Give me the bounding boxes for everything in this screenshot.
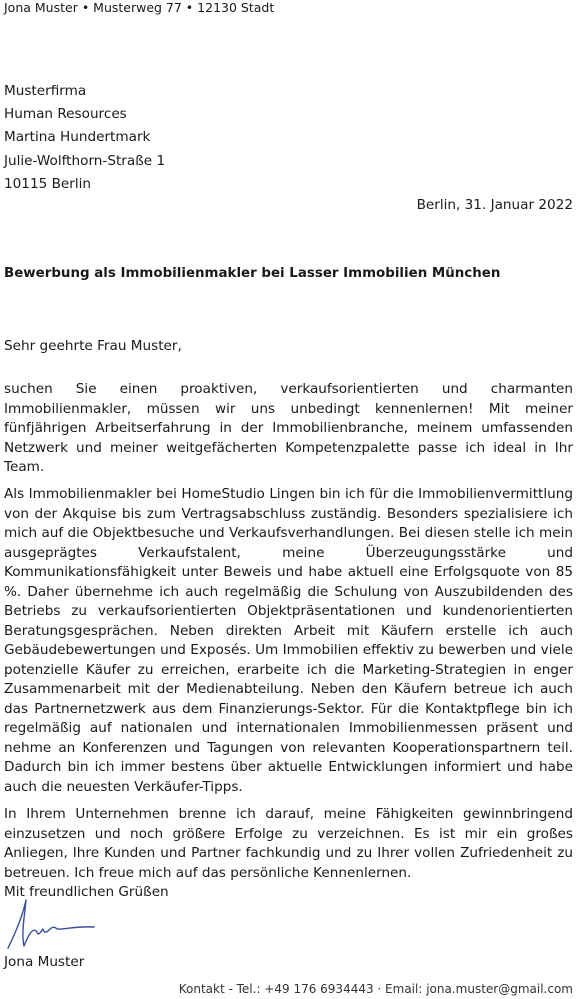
- recipient-department: Human Resources: [4, 106, 127, 123]
- signer-name: Jona Muster: [4, 954, 85, 970]
- body-paragraph-intro: suchen Sie einen proaktiven, verkaufsorientierten und charmanten Immobilienmakler, müssen wir uns unbedingt kennenlernen! Mit meiner fünfjährigen Arbeitserfahrung in der Immobilienbranche, meinem umfassenden Netzwerk und meiner weitgefächerten Kompetenzpalette passe ich ideal in Ihr Team.: [4, 381, 573, 475]
- letter-subject: Bewerbung als Immobilienmakler bei Lasser Immobilien München: [4, 266, 501, 281]
- recipient-contact-name: Martina Hundertmark: [4, 129, 151, 146]
- contact-footer: Kontakt - Tel.: +49 176 6934443 · Email: jona.muster@gmail.com: [178, 982, 573, 996]
- salutation: Sehr geehrte Frau Muster,: [4, 338, 182, 354]
- recipient-city: 10115 Berlin: [4, 175, 92, 192]
- sender-address-line: Jona Muster • Musterweg 77 • 12130 Stadt: [4, 0, 275, 15]
- recipient-company: Musterfirma: [4, 83, 87, 99]
- handwritten-signature: [4, 896, 100, 956]
- recipient-address-block: [4, 80, 165, 196]
- recipient-street: Julie-Wolfthorn-Straße 1: [4, 152, 166, 169]
- body-paragraph-experience: Als Immobilienmakler bei HomeStudio Lingen bin ich für die Immobilienvermittlung von der Akquise bis zum Vertragsabschluss zuständig. Besonders spezialisiere ich mich auf die Objektbesuche und Verkaufsverhandlungen. Bei diesen stelle ich mein ausgeprägtes Verkaufstalent, meine Überzeugungsstärke und Kommunikationsfähigkeit unter Beweis und habe aktuell eine Erfolgsquote von 85 %. Daher übernehme ich auch regelmäßig die Schulung von Auszubildenden des Betriebs zu verkaufsorientierten Objektpräsentationen und kundenorientierten Beratungsgesprächen. Neben direkten Arbeit mit Käufern erstelle ich auch Gebäudebewertungen und Exposés. Um Immobilien effektiv zu bewerben und viele potenzielle Käufer zu erreichen, erarbeite ich die Marketing-Strategien in enger Zusammenarbeit mit der Medienabteilung. Neben den Käufern betreue ich auch das Partnernetzwerk aus dem Finanzierungs-Sektor. Für die Kontaktpflege bin ich regelmäßig auf nationalen und internationalen Immobilienmessen präsent und nehme an Konferenzen und Tagungen von relevanten Kooperationspartnern teil. Dadurch bin ich immer bestens über aktuelle Entwicklungen informiert und habe auch die neuesten Verkäufer-Tipps.: [4, 486, 573, 795]
- body-paragraph-motivation: In Ihrem Unternehmen brenne ich darauf, meine Fähigkeiten gewinnbringend einzusetzen und noch größere Erfolge zu verzeichnen. Es ist mir ein großes Anliegen, Ihre Kunden und Partner fachkundig und zu Ihrer vollen Zufriedenheit zu betreuen. Ich freue mich auf das persönliche Kennenlernen.: [4, 806, 573, 881]
- letter-date: Berlin, 31. Januar 2022: [416, 197, 573, 213]
- closing-phrase: Mit freundlichen Grüßen: [4, 884, 169, 900]
